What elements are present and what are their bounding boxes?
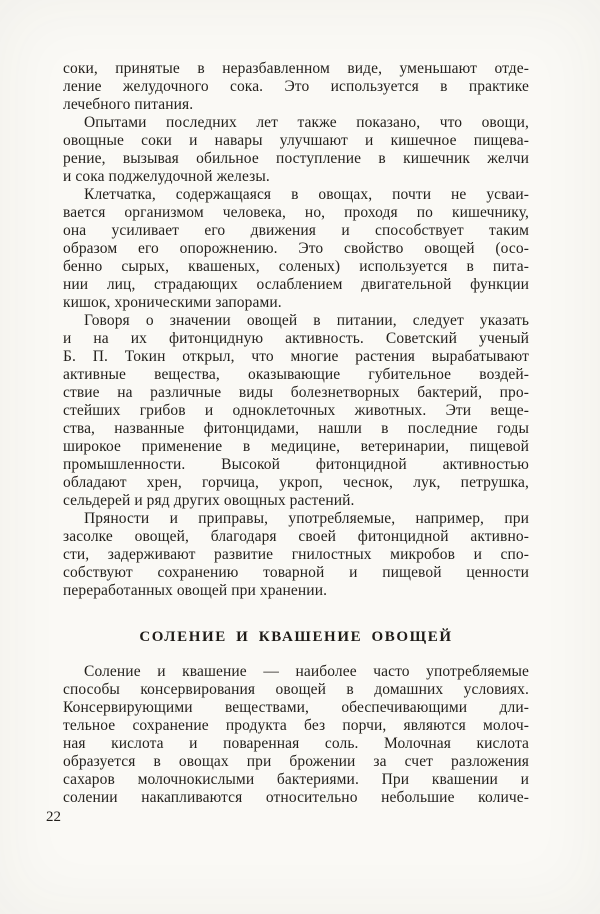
text-line: сти, задерживают развитие гнилостных микробов и спо-	[63, 546, 529, 563]
text-block	[63, 60, 529, 807]
paragraph	[63, 60, 529, 114]
text-line: овощные соки и навары улучшают и кишечное пищева-	[63, 132, 529, 149]
text-line: промышленности. Высокой фитонцидной активностью	[63, 456, 529, 473]
text-line: Клетчатка, содержащаяся в овощах, почти не усваи-	[84, 186, 529, 203]
text-line: кишок, хроническими запорами.	[63, 294, 282, 311]
text-line: соки, принятые в неразбавленном виде, уменьшают отде-	[63, 60, 529, 77]
text-line: вается организмом человека, но, проходя по кишечнику,	[63, 204, 529, 221]
text-line: Опытами последних лет также показано, что овощи,	[84, 114, 529, 131]
text-line: Б. П. Токин открыл, что многие растения вырабатывают	[63, 348, 529, 365]
text-line: широкое применение в медицине, ветеринарии, пищевой	[63, 438, 529, 455]
text-line: Консервирующими веществами, обеспечивающими дли-	[63, 699, 529, 716]
page-number: 22	[46, 809, 61, 825]
text-line: сахаров молочнокислыми бактериями. При квашении и	[63, 771, 529, 788]
text-line: Говоря о значении овощей в питании, следует указать	[84, 312, 529, 329]
text-line: сельдерей и ряд других овощных растений.	[63, 492, 355, 509]
paragraph	[63, 663, 529, 807]
text-line: бенно сырых, квашеных, соленых) используется в пита-	[63, 258, 529, 275]
text-line: переработанных овощей при хранении.	[63, 582, 328, 599]
text-line: способы консервирования овощей в домашних условиях.	[63, 681, 529, 698]
text-line: ства, названные фитонцидами, нашли в последние годы	[63, 420, 529, 437]
paragraph	[63, 186, 529, 312]
text-line: Соление и квашение — наиболее часто употребляемые	[84, 663, 529, 680]
text-line: ствие на различные виды болезнетворных бактерий, про-	[63, 384, 529, 401]
text-line: тельное сохранение продукта без порчи, являются молоч-	[63, 717, 529, 734]
text-line: активные вещества, оказывающие губительное воздей-	[63, 366, 529, 383]
text-line: нии лиц, страдающих ослаблением двигательной функции	[63, 276, 529, 293]
section-heading: СОЛЕНИЕ И КВАШЕНИЕ ОВОЩЕЙ	[139, 629, 453, 645]
text-line: она усиливает его движения и способствует таким	[63, 222, 529, 239]
paragraph	[63, 114, 529, 186]
text-line: стейших грибов и одноклеточных животных. Эти веще-	[63, 402, 529, 419]
text-line: образом его опорожнению. Это свойство овощей (осо-	[63, 240, 529, 257]
text-line: рение, вызывая обильное поступление в кишечник желчи	[63, 150, 529, 167]
paragraph	[63, 510, 529, 600]
text-line: ная кислота и поваренная соль. Молочная кислота	[63, 735, 529, 752]
text-line: Пряности и приправы, употребляемые, например, при	[84, 510, 529, 527]
text-line: обладают хрен, горчица, укроп, чеснок, лук, петрушка,	[63, 474, 529, 491]
text-line: и сока поджелудочной железы.	[63, 168, 270, 185]
text-line: и на их фитонцидную активность. Советский ученый	[63, 330, 529, 347]
text-line: лечебного питания.	[63, 96, 194, 113]
paragraph	[63, 312, 529, 510]
text-line: засолке овощей, благодаря своей фитонцидной активно-	[63, 528, 529, 545]
text-line: солении накапливаются относительно небольшие количе-	[63, 789, 529, 806]
text-line: собствуют сохранению товарной и пищевой ценности	[63, 564, 529, 581]
text-line: образуется в овощах при брожении за счет разложения	[63, 753, 529, 770]
text-line: ление желудочного сока. Это используется в практике	[63, 78, 529, 95]
